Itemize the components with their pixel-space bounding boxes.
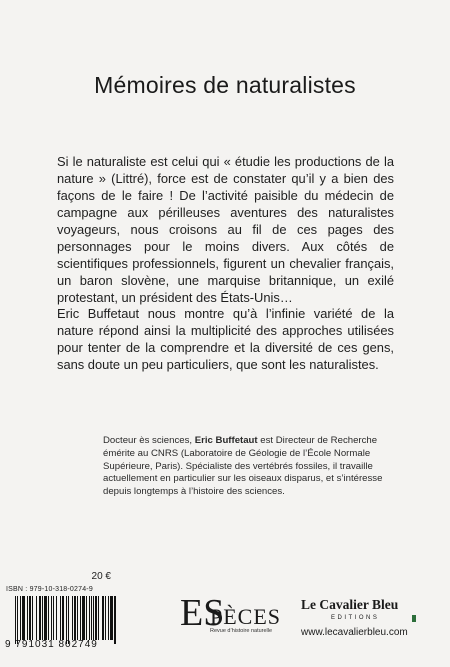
barcode-bar (17, 596, 18, 644)
barcode-bar (110, 596, 113, 640)
barcode-bar (32, 596, 33, 640)
publisher-logo (301, 597, 436, 643)
especes-logo-rest: PÈCES (210, 604, 282, 629)
blurb-paragraph-1: Si le naturaliste est celui qui « étudie les productions de la nature » (Littré), force est de constater qu’il y a bien des façons de le faire ! De l’activité paisible du médecin de campagne aux périlleuses aventures des naturalistes voyageurs, nous croisons au fil de ces pages des personnages pour le moins divers. Aux côtés de scientifiques professionnels, figurent un chevalier français, un baron slovène, une marquise britannique, un exilé protestant, un président des États-Unis… (57, 154, 394, 305)
barcode-bar (108, 596, 109, 640)
barcode-bar (114, 596, 116, 644)
publisher-flag-icon (412, 615, 416, 622)
barcode-digits: 9 791031 802749 (5, 639, 98, 650)
barcode-bar (60, 596, 61, 640)
price-label: 20 € (91, 571, 111, 582)
barcode-bar (42, 596, 43, 640)
author-bio (103, 435, 385, 499)
barcode-bar (53, 596, 54, 640)
barcode-bar (27, 596, 28, 640)
barcode-bar (20, 596, 21, 640)
isbn-label: ISBN : 979-10-318-0274-9 (6, 586, 93, 593)
barcode-bar (98, 596, 99, 640)
publisher-url: www.lecavalierbleu.com (301, 627, 408, 638)
barcode-bar (95, 596, 97, 640)
barcode-bar (86, 596, 87, 640)
barcode-bar (89, 596, 90, 640)
barcode-bar (74, 596, 76, 640)
barcode-bar (62, 596, 64, 640)
barcode-bar (51, 596, 52, 640)
especes-tagline: Revue d’histoire naturelle (210, 628, 273, 634)
barcode-bar (82, 596, 85, 640)
bio-intro: Docteur ès sciences, (103, 435, 195, 446)
barcode-bar (56, 596, 57, 640)
barcode-bar (22, 596, 25, 640)
barcode-bar (44, 596, 47, 640)
barcode-bar (102, 596, 104, 640)
isbn-barcode (5, 596, 118, 650)
barcode-bar (72, 596, 73, 640)
book-title: Mémoires de naturalistes (94, 72, 356, 98)
barcode-bar (80, 596, 81, 640)
barcode-bar (36, 596, 37, 640)
especes-logo-initials: ES (180, 592, 225, 634)
barcode-bar (66, 596, 67, 644)
barcode-bar (48, 596, 49, 640)
barcode-bar (91, 596, 92, 640)
barcode-bars (15, 596, 118, 640)
barcode-bar (93, 596, 94, 640)
author-name: Eric Buffetaut (194, 435, 258, 446)
publisher-name: Le Cavalier Bleu (301, 597, 399, 612)
barcode-bar (77, 596, 78, 640)
blurb-paragraph-2: Eric Buffetaut nous montre qu’à l’infinie variété de la nature répond ainsi la multiplicité des approches utilisées pour tenter de la comprendre et la diversité de ces gens, sans doute un peu particuliers, que sont les naturalistes. (57, 306, 394, 372)
especes-logo (180, 593, 280, 643)
barcode-bar (39, 596, 41, 640)
barcode-bar (105, 596, 106, 640)
barcode-bar (68, 596, 69, 644)
barcode-bar (29, 596, 31, 640)
barcode-bar (15, 596, 16, 644)
bio-details: est Directeur de Recherche émérite au CNRS (Laboratoire de Géologie de l’École Normale Supérieure, Paris). Spécialiste des vertébrés fossiles, il travaille actuellement en particulier sur les oiseaux disparus, et s’intéresse depuis longtemps à l’histoire des sciences. (103, 435, 383, 498)
publisher-subtitle: EDITIONS (331, 615, 380, 621)
